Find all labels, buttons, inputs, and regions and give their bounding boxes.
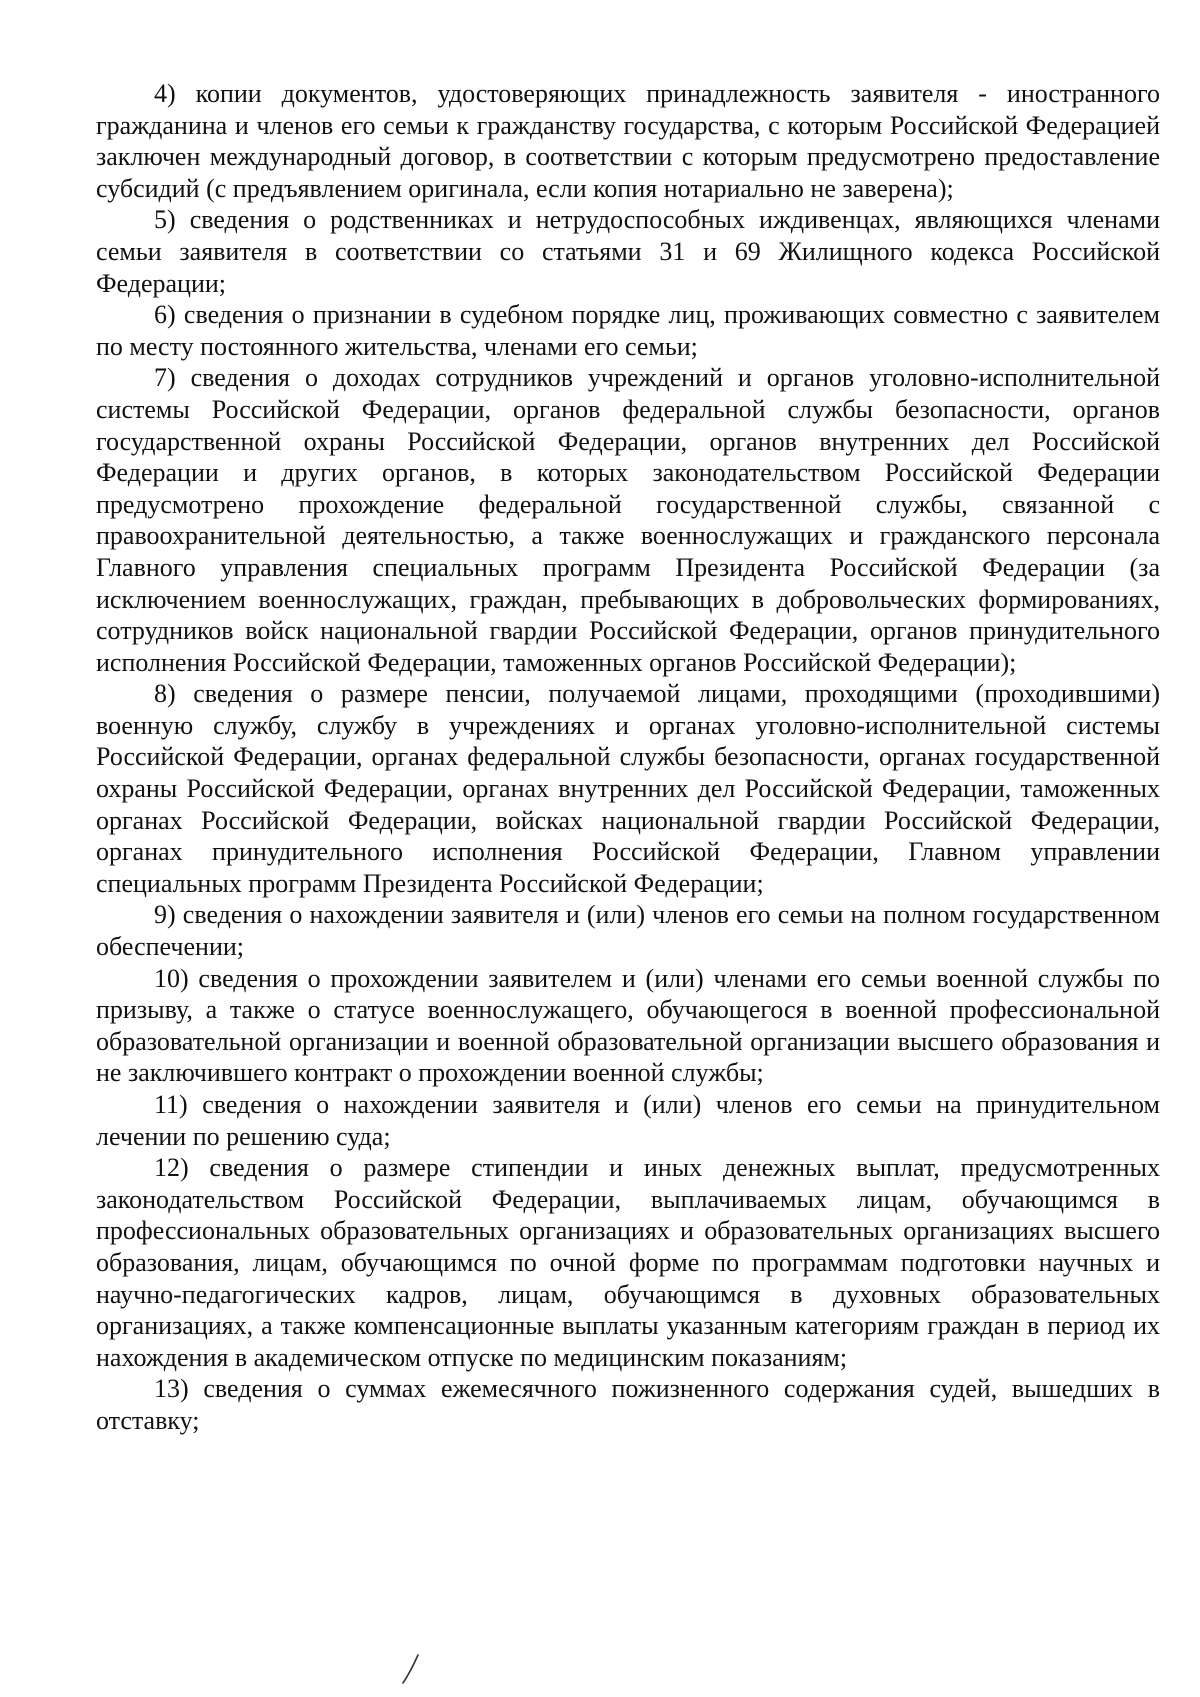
pen-stroke-mark <box>400 1652 422 1686</box>
list-item-11: 11) сведения о нахождении заявителя и (или) членов его семьи на принудительном лечении по решению суда; <box>96 1090 1160 1151</box>
document-page <box>96 78 1160 1437</box>
list-item-5: 5) сведения о родственниках и нетрудоспособных иждивенцах, являющихся членами семьи заявителя в соответствии со статьями 31 и 69 Жилищного кодекса Российской Федерации; <box>96 205 1160 298</box>
list-item-8: 8) сведения о размере пенсии, получаемой лицами, проходящими (проходившими) военную службу, службу в учреждениях и органах уголовно-исполнительной системы Российской Федерации, органах федеральной службы безопасности, органах государственной охраны Российской Федерации, органах внутренних дел Российской Федерации, таможенных органах Российской Федерации, войсках национальной гвардии Российской Федерации, органах принудительного исполнения Российской Федерации, Главном управлении специальных программ Президента Российской Федерации; <box>96 679 1160 898</box>
list-item-9: 9) сведения о нахождении заявителя и (или) членов его семьи на полном государственном обеспечении; <box>96 900 1160 962</box>
list-item-7: 7) сведения о доходах сотрудников учреждений и органов уголовно-исполнительной системы Российской Федерации, органов федеральной службы безопасности, органов государственной охраны Российской Федерации, органов внутренних дел Российской Федерации и других органов, в которых законодательством Российской Федерации предусмотрено прохождение федеральной государственной службы, связанной с правоохранительной деятельностью, а также военнослужащих и гражданского персонала Главного управления специальных программ Президента Российской Федерации (за исключением военнослужащих, граждан, пребывающих в добровольческих формированиях, сотрудников войск национальной гвардии Российской Федерации, органов принудительного исполнения Российской Федерации, таможенных органов Российской Федерации); <box>96 363 1160 677</box>
list-item-13: 13) сведения о суммах ежемесячного пожизненного содержания судей, вышедших в отставку; <box>96 1374 1160 1435</box>
list-item-12: 12) сведения о размере стипендии и иных денежных выплат, предусмотренных законодательством Российской Федерации, выплачиваемых лицам, обучающимся в профессиональных образовательных организациях и образовательных организациях высшего образования, лицам, обучающимся по очной форме по программам подготовки научных и научно-педагогических кадров, лицам, обучающимся в духовных образовательных организациях, а также компенсационные выплаты указанным категориям граждан в период их нахождения в академическом отпуске по медицинским показаниям; <box>96 1153 1160 1372</box>
list-item-10: 10) сведения о прохождении заявителем и (или) членами его семьи военной службы по призыву, а также о статусе военнослужащего, обучающегося в военной профессиональной образовательной организации и военной образовательной организации высшего образования и не заключившего контракт о прохождении военной службы; <box>96 963 1160 1088</box>
list-item-4: 4) копии документов, удостоверяющих принадлежность заявителя - иностранного гражданина и членов его семьи к гражданству государства, с которым Российской Федерацией заключен международный договор, в соответствии с которым предусмотрено предоставление субсидий (с предъявлением оригинала, если копия нотариально не заверена); <box>96 79 1160 203</box>
list-item-6: 6) сведения о признании в судебном порядке лиц, проживающих совместно с заявителем по месту постоянного жительства, членами его семьи; <box>96 300 1160 361</box>
